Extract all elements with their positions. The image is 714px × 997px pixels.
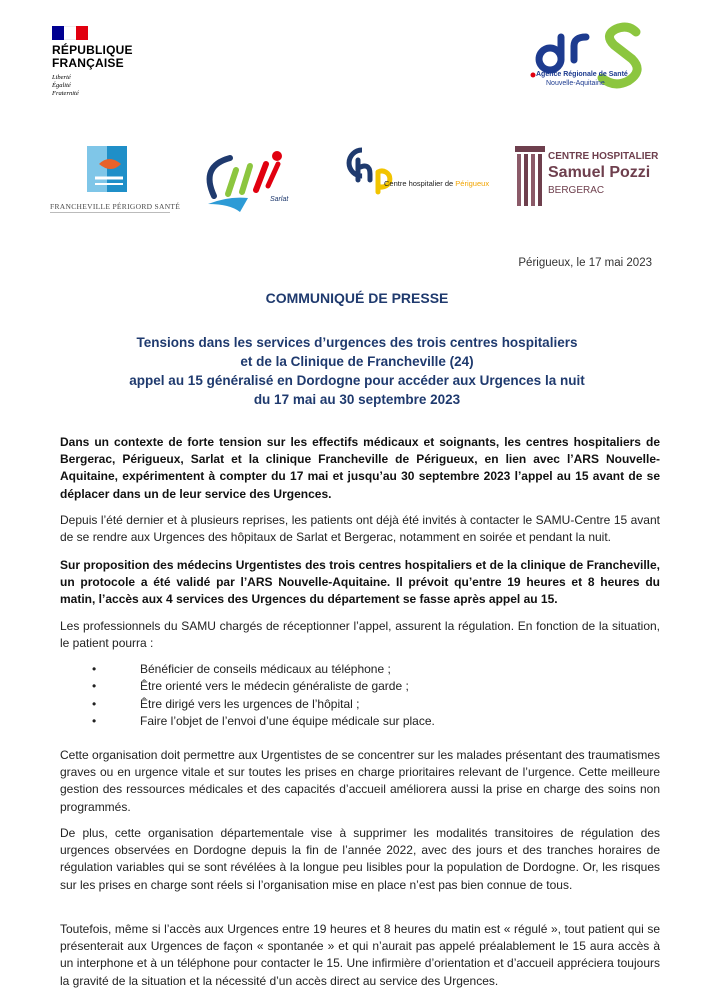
paragraph-organisation: Cette organisation doit permettre aux Urgentistes de se concentrer sur les malades présentant des traumatismes graves ou en urgence vitale et sur toutes les prises en charge prioritaires relevant de l’urgence. Cette meilleure gestion des ressources médicales et des capacités d’accueil améliorera aussi la prise en charge des soins non programmés. — [60, 748, 660, 814]
sarlat-mark-icon — [200, 146, 296, 216]
republique-name-line2: FRANÇAISE — [52, 56, 124, 70]
list-item: • Bénéficier de conseils médicaux au téléphone ; — [92, 661, 435, 678]
subtitle-line-4: du 17 mai au 30 septembre 2023 — [253, 392, 461, 407]
paragraph-toutefois: Toutefois, même si l’accès aux Urgences entre 19 heures et 8 heures du matin est « régulé », tout patient qui se présenterait aux Urgences de façon « spontanée » et qui n’aurait pas appelé préalablement le 15 aura accès à un interphone et à un téléphone pour contacter le 15. Une infirmière d’orientation et d’accueil appréciera toujours la gravité de la situation et la nécessité d’un accès direct au service des Urgences. — [60, 922, 660, 988]
list-item: • Être orienté vers le médecin généraliste de garde ; — [92, 678, 435, 695]
chp-name — [384, 179, 489, 188]
paragraph-samu: Les professionnels du SAMU chargés de réceptionner l’appel, assurent la régulation. En fonction de la situation, le patient pourra : — [60, 619, 660, 651]
ars-logo — [528, 22, 668, 102]
republique-name-line1: RÉPUBLIQUE — [52, 43, 133, 57]
subtitle-line-1: Tensions dans les services d’urgences des trois centres hospitaliers — [136, 335, 578, 350]
francheville-mark-icon — [85, 144, 133, 196]
motto-fraternite: Fraternité — [52, 90, 79, 97]
sarlat-logo — [200, 146, 296, 216]
subtitle-line-2: et de la Clinique de Francheville (24) — [240, 354, 474, 369]
document-heading: COMMUNIQUÉ DE PRESSE — [265, 290, 449, 306]
pozzi-logo — [514, 144, 664, 208]
paragraph-context: Depuis l’été dernier et à plusieurs reprises, les patients ont déjà été invités à contacter le SAMU-Centre 15 avant de se rendre aux Urgences des hôpitaux de Sarlat et Bergerac, notamment en soirée et pendant la nuit. — [60, 513, 660, 545]
paragraph-intro: Dans un contexte de forte tension sur les effectifs médicaux et soignants, les centres hospitaliers de Bergerac, Périgueux, Sarlat et la clinique Francheville de Périgueux, en lien avec l’ARS Nouvelle-Aquitaine, expérimentent à compter du 17 mai et jusqu’au 30 septembre 2023 l’appel au 15 avant de se déplacer dans un de leur service des Urgences. — [60, 435, 660, 501]
francheville-logo — [50, 144, 181, 216]
document-subtitle — [60, 333, 654, 409]
francheville-name: FRANCHEVILLE PÉRIGORD SANTÉ — [50, 202, 181, 211]
republique-francaise-logo — [52, 26, 182, 98]
paragraph-departementale: De plus, cette organisation départementale vise à supprimer les modalités transitoires de régulation des urgences observées en Dordogne depuis la fin de l’année 2022, avec des jours et des tranches horaires de régulation variables qui se sont révélées à la longue peu lisibles pour la population de Dordogne. Or, les risques sur les prises en charge sont réels si l’organisation mise en place n’est pas bien connue de tous. — [60, 826, 660, 892]
patient-options-list — [92, 661, 435, 731]
chp-logo — [342, 146, 512, 198]
republique-motto — [52, 74, 182, 98]
francheville-divider — [50, 212, 170, 216]
pozzi-line2: Samuel Pozzi — [548, 164, 651, 181]
motto-egalite: Égalité — [52, 82, 71, 89]
motto-liberte: Liberté — [52, 74, 71, 81]
pozzi-line1: CENTRE HOSPITALIER — [548, 151, 659, 162]
french-flag-icon — [52, 26, 88, 40]
ars-name-line1: Agence Régionale de Santé — [536, 71, 628, 78]
sarlat-text: Sarlat — [270, 196, 289, 203]
pozzi-columns-icon — [514, 144, 546, 208]
chp-name-prefix: Centre hospitalier de — [384, 179, 456, 188]
list-item: • Être dirigé vers les urgences de l’hôpital ; — [92, 696, 435, 713]
pozzi-line3: BERGERAC — [548, 185, 605, 196]
subtitle-line-3: appel au 15 généralisé en Dordogne pour accéder aux Urgences la nuit — [129, 373, 585, 388]
chp-mark-icon — [342, 146, 402, 198]
list-item: • Faire l’objet de l’envoi d’une équipe médicale sur place. — [92, 713, 435, 730]
ars-mark-icon — [528, 22, 668, 102]
chp-name-city: Périgueux — [455, 179, 490, 188]
paragraph-protocol: Sur proposition des médecins Urgentistes des trois centres hospitaliers et de la clinique de Francheville, un protocole a été validé par l’ARS Nouvelle-Aquitaine. Il prévoit qu’entre 19 heures et 8 heures du matin, l’accès aux 4 services des Urgences du département se fasse après appel au 15. — [60, 558, 660, 607]
ars-name-line2: Nouvelle-Aquitaine — [546, 80, 605, 87]
document-date: Périgueux, le 17 mai 2023 — [518, 257, 652, 269]
